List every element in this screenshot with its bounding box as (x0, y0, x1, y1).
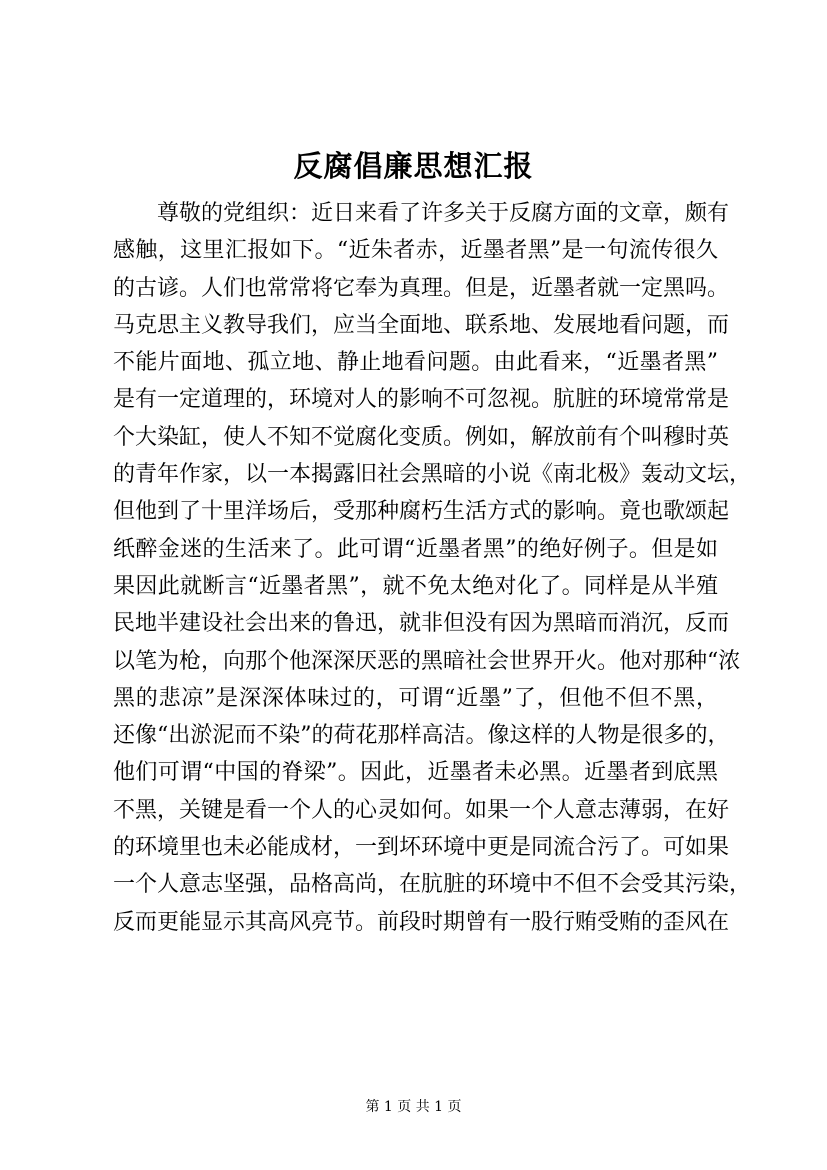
document-title: 反腐倡廉思想汇报 (293, 149, 534, 183)
paragraph-line: 以笔为枪，向那个他深深厌恶的黑暗社会世界开火。他对那种“浓 (113, 648, 741, 674)
paragraph-line: 的青年作家，以一本揭露旧社会黑暗的小说《南北极》轰动文坛， (113, 462, 752, 488)
paragraph-line: 还像“出淤泥而不染”的荷花那样高洁。像这样的人物是很多的， (113, 723, 730, 749)
page-footer: 第 1 页 共 1 页 (365, 1099, 462, 1115)
document-body (113, 195, 752, 941)
paragraph-line: 不黑，关键是看一个人的心灵如何。如果一个人意志薄弱，在好 (113, 797, 730, 823)
paragraph-line: 一个人意志坚强，品格高尚，在肮脏的环境中不但不会受其污染， (113, 872, 752, 898)
paragraph-line: 的古谚。人们也常常将它奉为真理。但是，近墨者就一定黑吗。 (113, 275, 730, 301)
paragraph-line: 是有一定道理的，环境对人的影响不可忽视。肮脏的环境常常是 (113, 387, 730, 413)
paragraph-line: 但他到了十里洋场后，受那种腐朽生活方式的影响。竟也歌颂起 (113, 499, 730, 525)
paragraph-line: 不能片面地、孤立地、静止地看问题。由此看来，“近墨者黑” (113, 350, 718, 376)
paragraph-line: 尊敬的党组织：近日来看了许多关于反腐方面的文章，颇有 (157, 201, 730, 226)
paragraph-line: 个大染缸，使人不知不觉腐化变质。例如，解放前有个叫穆时英 (113, 424, 730, 450)
paragraph-line: 反而更能显示其高风亮节。前段时期曾有一股行贿受贿的歪风在 (113, 909, 730, 935)
paragraph-line: 马克思主义教导我们，应当全面地、联系地、发展地看问题，而 (113, 312, 730, 338)
paragraph-line: 纸醉金迷的生活来了。此可谓“近墨者黑”的绝好例子。但是如 (113, 536, 718, 562)
paragraph-line: 他们可谓“中国的脊梁”。因此，近墨者未必黑。近墨者到底黑 (113, 760, 718, 786)
paragraph-line: 黑的悲凉”是深深体味过的，可谓“近墨”了，但他不但不黑， (113, 685, 718, 711)
paragraph-line: 感触，这里汇报如下。“近朱者赤，近墨者黑”是一句流传很久 (113, 238, 718, 264)
paragraph-line: 果因此就断言“近墨者黑”，就不免太绝对化了。同样是从半殖 (113, 573, 718, 599)
paragraph-line: 民地半建设社会出来的鲁迅，就非但没有因为黑暗而消沉，反而 (113, 611, 730, 637)
paragraph-line: 的环境里也未必能成材，一到坏环境中更是同流合污了。可如果 (113, 835, 730, 861)
